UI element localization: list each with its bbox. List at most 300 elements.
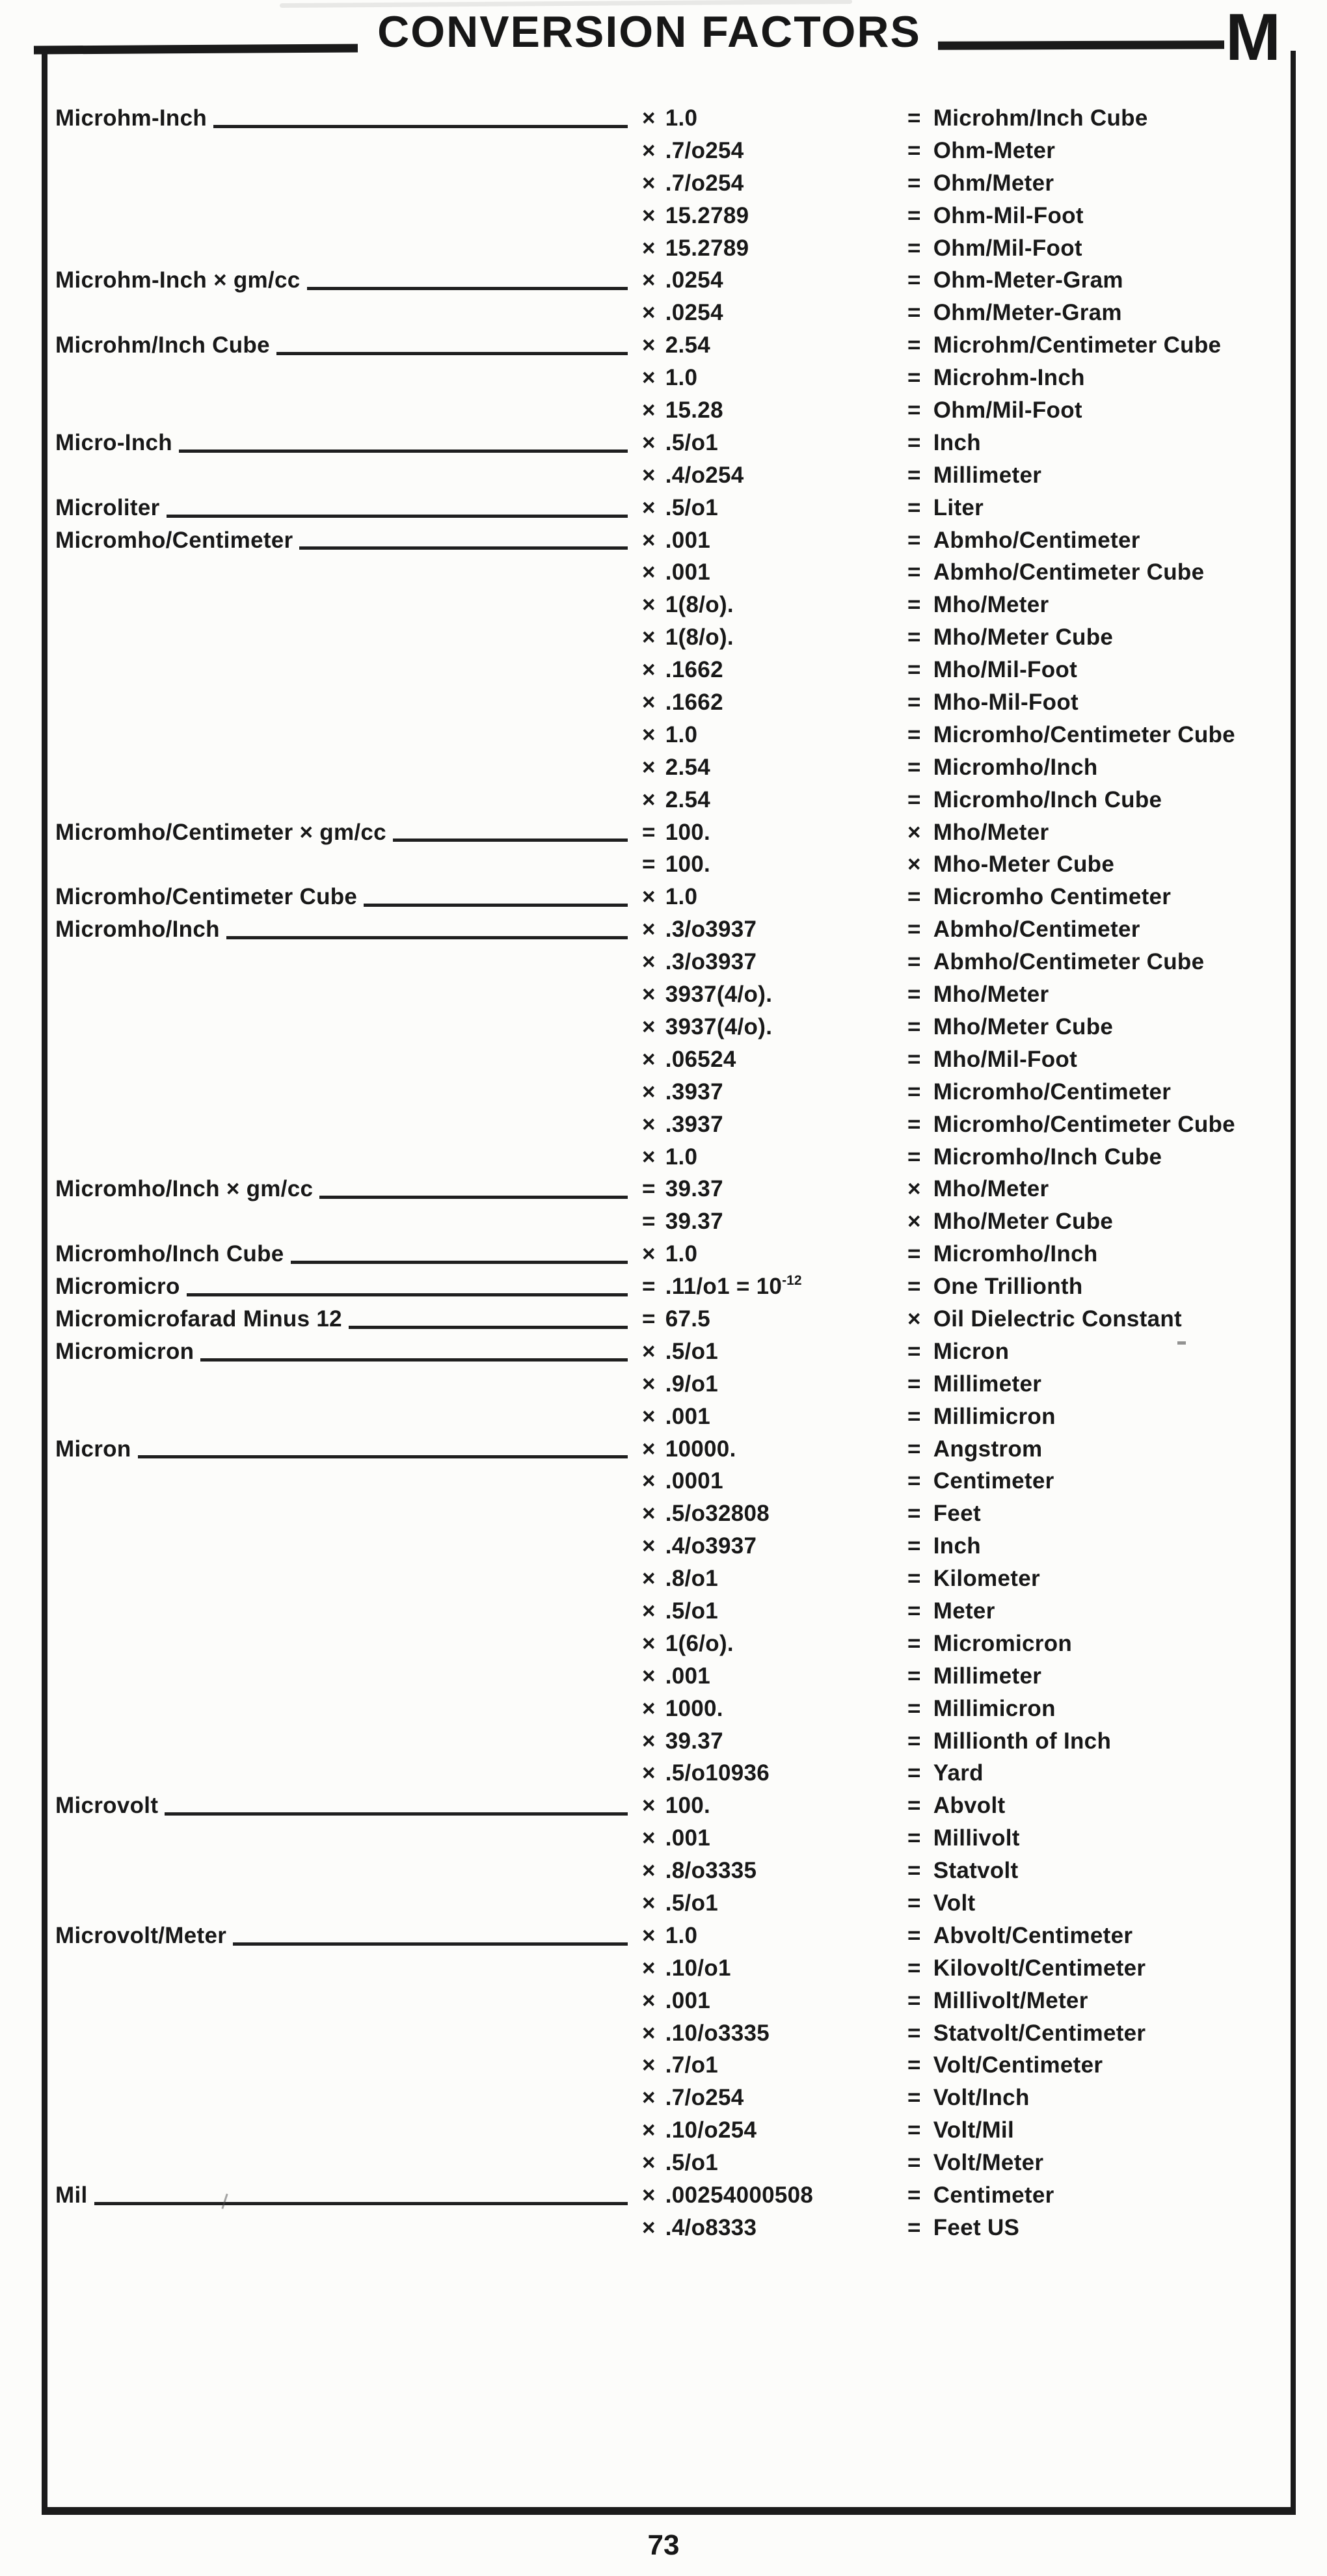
conversion-row (55, 2179, 1281, 2212)
row-result-cell (907, 1043, 1281, 1076)
row-left-cell (55, 264, 642, 297)
row-factor-cell (642, 881, 907, 913)
row-factor-cell (642, 135, 907, 167)
factor-value: 39.37 (665, 1176, 723, 1202)
row-factor-cell (642, 1108, 907, 1141)
factor-operator: × (642, 170, 656, 196)
result-unit: Micromho/Centimeter Cube (933, 1111, 1235, 1137)
row-factor-cell (642, 816, 907, 849)
row-left-cell (55, 1887, 642, 1920)
row-result-cell (907, 2179, 1281, 2212)
row-factor-cell (642, 1303, 907, 1335)
row-left-cell (55, 1011, 642, 1043)
factor-operator: × (642, 1468, 656, 1494)
result-unit: Volt/Meter (933, 2150, 1044, 2176)
row-result-cell (907, 1822, 1281, 1855)
row-result-cell (907, 2114, 1281, 2147)
result-unit: Millivolt (933, 1825, 1020, 1851)
result-unit: Kilometer (933, 1566, 1040, 1592)
row-leader-line (299, 546, 628, 550)
result-operator: = (907, 105, 921, 131)
row-label: Microhm-Inch × gm/cc (55, 267, 301, 293)
row-left-cell (55, 524, 642, 557)
row-factor-cell (642, 2212, 907, 2244)
result-operator: × (907, 1306, 921, 1332)
row-factor-cell (642, 1757, 907, 1790)
row-result-cell (907, 1433, 1281, 1466)
result-operator: = (907, 1695, 921, 1721)
row-result-cell (907, 2212, 1281, 2244)
factor-value: .5/o1 (665, 1890, 719, 1916)
result-operator: = (907, 300, 921, 326)
result-operator: = (907, 1630, 921, 1656)
result-operator: = (907, 1987, 921, 2013)
factor-value: 1.0 (665, 105, 698, 131)
conversion-row (55, 1141, 1281, 1174)
result-operator: = (907, 786, 921, 812)
row-left-cell (55, 751, 642, 784)
factor-value: 1.0 (665, 884, 698, 910)
result-unit: Abvolt (933, 1793, 1006, 1819)
row-left-cell (55, 848, 642, 881)
row-left-cell (55, 1660, 642, 1693)
factor-operator: × (642, 1403, 656, 1429)
conversion-row (55, 1563, 1281, 1595)
row-result-cell (907, 200, 1281, 232)
result-unit: Feet (933, 1501, 981, 1527)
factor-value: .06524 (665, 1046, 736, 1072)
row-left-cell (55, 1952, 642, 1985)
row-left-cell (55, 427, 642, 459)
conversion-row (55, 978, 1281, 1011)
factor-operator: × (642, 1922, 656, 1948)
row-factor-cell (642, 1141, 907, 1174)
factor-value: .5/o1 (665, 1338, 719, 1364)
row-left-cell (55, 1757, 642, 1790)
factor-value: .1662 (665, 657, 723, 683)
result-unit: Ohm/Mil-Foot (933, 235, 1082, 261)
row-result-cell (907, 719, 1281, 751)
result-operator: = (907, 267, 921, 293)
result-operator: = (907, 982, 921, 1008)
row-left-cell (55, 2114, 642, 2147)
result-unit: Micron (933, 1338, 1010, 1364)
row-factor-cell (642, 1920, 907, 1952)
conversion-row (55, 1660, 1281, 1693)
factor-value: .8/o3335 (665, 1858, 757, 1884)
result-unit: Ohm-Meter-Gram (933, 267, 1123, 293)
result-operator: = (907, 397, 921, 423)
row-result-cell (907, 589, 1281, 621)
conversion-row (55, 1076, 1281, 1108)
conversion-row (55, 1920, 1281, 1952)
row-factor-cell (642, 686, 907, 719)
row-leader-line (213, 125, 628, 128)
row-left-cell (55, 654, 642, 686)
conversion-row (55, 264, 1281, 297)
result-operator: = (907, 1533, 921, 1559)
result-operator: = (907, 949, 921, 975)
row-factor-cell (642, 1270, 907, 1303)
result-operator: × (907, 819, 921, 845)
row-factor-cell (642, 102, 907, 135)
result-unit: Volt (933, 1890, 976, 1916)
row-left-cell (55, 1238, 642, 1270)
conversion-row (55, 556, 1281, 589)
result-unit: Mho/Meter Cube (933, 624, 1114, 651)
factor-exponent: -12 (782, 1273, 802, 1289)
factor-value: 1(6/o). (665, 1630, 734, 1656)
factor-value: .3937 (665, 1111, 723, 1137)
conversion-row (55, 1465, 1281, 1497)
factor-operator: × (642, 105, 656, 131)
row-factor-cell (642, 1595, 907, 1628)
conversion-row (55, 1433, 1281, 1466)
row-label: Micro-Inch (55, 429, 172, 455)
result-unit: Microhm/Centimeter Cube (933, 332, 1222, 358)
row-left-cell (55, 1855, 642, 1887)
row-result-cell (907, 1660, 1281, 1693)
result-operator: = (907, 1501, 921, 1527)
row-result-cell (907, 1465, 1281, 1497)
row-left-cell (55, 1725, 642, 1758)
result-unit: Abmho/Centimeter Cube (933, 949, 1205, 975)
factor-value: 100. (665, 852, 711, 878)
factor-operator: × (642, 2117, 656, 2143)
factor-value: .9/o1 (665, 1371, 719, 1397)
factor-operator: × (642, 754, 656, 780)
result-operator: = (907, 559, 921, 585)
result-operator: × (907, 1176, 921, 1202)
conversion-row (55, 2212, 1281, 2244)
factor-value: 10000. (665, 1436, 736, 1462)
row-result-cell (907, 492, 1281, 524)
factor-operator: × (642, 300, 656, 326)
factor-operator: × (642, 624, 656, 651)
row-factor-cell (642, 394, 907, 427)
factor-value: .4/o254 (665, 462, 744, 488)
row-label: Micromicron (55, 1338, 194, 1364)
factor-operator: × (642, 1858, 656, 1884)
row-factor-cell (642, 1465, 907, 1497)
factor-value: 15.2789 (665, 202, 749, 228)
factor-operator: × (642, 1241, 656, 1267)
factor-operator: × (642, 657, 656, 683)
factor-operator: × (642, 1111, 656, 1137)
row-leader-line (179, 449, 628, 453)
factor-value: .001 (665, 527, 711, 553)
result-operator: = (907, 2085, 921, 2111)
factor-value: .001 (665, 1403, 711, 1429)
result-unit: Millimicron (933, 1695, 1056, 1721)
conversion-row (55, 1887, 1281, 1920)
row-leader-line (94, 2202, 628, 2205)
result-unit: Micromicron (933, 1630, 1073, 1656)
result-unit: Angstrom (933, 1436, 1043, 1462)
result-operator: = (907, 202, 921, 228)
result-unit: Millimeter (933, 462, 1042, 488)
factor-operator: × (642, 462, 656, 488)
row-factor-cell (642, 2114, 907, 2147)
row-left-cell (55, 1141, 642, 1174)
row-result-cell (907, 1725, 1281, 1758)
page-title: CONVERSION FACTORS (377, 7, 921, 57)
factor-value: .3/o3937 (665, 949, 757, 975)
factor-value: 1.0 (665, 721, 698, 747)
row-factor-cell (642, 556, 907, 589)
row-result-cell (907, 264, 1281, 297)
factor-operator: × (642, 786, 656, 812)
row-factor-cell (642, 751, 907, 784)
result-unit: Micromho Centimeter (933, 884, 1172, 910)
factor-operator: × (642, 1046, 656, 1072)
result-unit: Kilovolt/Centimeter (933, 1955, 1146, 1981)
conversion-row (55, 751, 1281, 784)
result-operator: = (907, 1922, 921, 1948)
factor-value: 2.54 (665, 786, 711, 812)
row-result-cell (907, 1855, 1281, 1887)
factor-operator: × (642, 1338, 656, 1364)
row-left-cell (55, 1693, 642, 1725)
factor-value: 3937(4/o). (665, 1013, 773, 1040)
conversion-row (55, 1855, 1281, 1887)
conversion-row (55, 719, 1281, 751)
row-label: Mil (55, 2182, 88, 2208)
row-result-cell (907, 2017, 1281, 2050)
result-unit: Micromho/Inch Cube (933, 786, 1162, 812)
row-left-cell (55, 1401, 642, 1433)
factor-operator: × (642, 1566, 656, 1592)
row-leader-line (200, 1358, 628, 1362)
factor-operator: × (642, 1436, 656, 1462)
row-factor-cell (642, 1887, 907, 1920)
factor-operator: × (642, 235, 656, 261)
result-unit: Centimeter (933, 2182, 1054, 2208)
factor-value: .8/o1 (665, 1566, 719, 1592)
factor-value: .10/o3335 (665, 2020, 770, 2046)
factor-operator: = (642, 1306, 656, 1332)
result-operator: = (907, 1403, 921, 1429)
row-label: Microvolt/Meter (55, 1922, 227, 1948)
result-operator: = (907, 754, 921, 780)
result-operator: = (907, 527, 921, 553)
factor-value: 67.5 (665, 1306, 711, 1332)
conversion-row (55, 2114, 1281, 2147)
factor-value: 1000. (665, 1695, 723, 1721)
conversion-row (55, 1628, 1281, 1660)
row-result-cell (907, 784, 1281, 816)
factor-operator: × (642, 1955, 656, 1981)
row-result-cell (907, 1238, 1281, 1270)
factor-value: 15.2789 (665, 235, 749, 261)
factor-value: 2.54 (665, 332, 711, 358)
row-left-cell (55, 1433, 642, 1466)
factor-operator: × (642, 527, 656, 553)
row-factor-cell (642, 2179, 907, 2212)
row-left-cell (55, 2082, 642, 2114)
row-factor-cell (642, 2049, 907, 2082)
factor-operator: × (642, 1695, 656, 1721)
conversion-row (55, 297, 1281, 329)
conversion-row (55, 1693, 1281, 1725)
title-rule-right (938, 40, 1224, 50)
row-result-cell (907, 1205, 1281, 1238)
factor-value: .5/o1 (665, 429, 719, 455)
row-factor-cell (642, 1205, 907, 1238)
result-operator: = (907, 917, 921, 943)
conversion-row (55, 1725, 1281, 1758)
row-result-cell (907, 1076, 1281, 1108)
conversion-row (55, 427, 1281, 459)
factor-value: .00254000508 (665, 2182, 814, 2208)
factor-operator: × (642, 1144, 656, 1170)
result-unit: Ohm/Meter-Gram (933, 300, 1122, 326)
result-unit: Mho/Meter (933, 592, 1049, 618)
factor-value: .3937 (665, 1079, 723, 1105)
conversion-row (55, 1822, 1281, 1855)
factor-operator: × (642, 1663, 656, 1689)
conversion-row (55, 1790, 1281, 1822)
factor-operator: × (642, 559, 656, 585)
result-unit: Volt/Centimeter (933, 2052, 1103, 2078)
row-factor-cell (642, 589, 907, 621)
conversion-row (55, 492, 1281, 524)
factor-operator: × (642, 1630, 656, 1656)
row-result-cell (907, 167, 1281, 200)
result-unit: Microhm-Inch (933, 365, 1085, 391)
factor-operator: × (642, 917, 656, 943)
row-result-cell (907, 394, 1281, 427)
row-left-cell (55, 2212, 642, 2244)
row-factor-cell (642, 264, 907, 297)
conversion-row (55, 816, 1281, 849)
conversion-row (55, 1595, 1281, 1628)
row-factor-cell (642, 2017, 907, 2050)
row-left-cell (55, 946, 642, 978)
factor-value: .7/o254 (665, 137, 744, 163)
result-operator: = (907, 624, 921, 651)
factor-operator: × (642, 690, 656, 716)
row-left-cell (55, 816, 642, 849)
result-operator: = (907, 884, 921, 910)
row-result-cell (907, 1628, 1281, 1660)
result-unit: Meter (933, 1598, 995, 1624)
row-left-cell (55, 135, 642, 167)
result-operator: = (907, 592, 921, 618)
conversion-row (55, 135, 1281, 167)
factor-value: 39.37 (665, 1728, 723, 1754)
result-operator: = (907, 429, 921, 455)
result-operator: = (907, 1468, 921, 1494)
row-leader-line (393, 839, 628, 842)
result-unit: Abvolt/Centimeter (933, 1922, 1133, 1948)
row-factor-cell (642, 1660, 907, 1693)
factor-value: .5/o32808 (665, 1501, 770, 1527)
row-factor-cell (642, 1530, 907, 1563)
factor-value: 100. (665, 819, 711, 845)
result-operator: = (907, 1663, 921, 1689)
factor-operator: × (642, 2214, 656, 2240)
conversion-row (55, 589, 1281, 621)
factor-operator: × (642, 1728, 656, 1754)
conversion-row (55, 1238, 1281, 1270)
result-unit: Micromho/Centimeter Cube (933, 721, 1235, 747)
row-result-cell (907, 1952, 1281, 1985)
row-factor-cell (642, 1335, 907, 1368)
row-result-cell (907, 135, 1281, 167)
factor-value: .7/o254 (665, 170, 744, 196)
conversion-row (55, 524, 1281, 557)
row-factor-cell (642, 1563, 907, 1595)
result-unit: Mho-Meter Cube (933, 852, 1115, 878)
conversion-row (55, 621, 1281, 654)
factor-value: .001 (665, 1987, 711, 2013)
row-factor-cell (642, 329, 907, 362)
result-unit: Ohm-Meter (933, 137, 1056, 163)
row-factor-cell (642, 946, 907, 978)
row-label: Micromho/Inch Cube (55, 1241, 284, 1267)
result-operator: = (907, 2052, 921, 2078)
result-unit: Ohm-Mil-Foot (933, 202, 1084, 228)
row-factor-cell (642, 2147, 907, 2179)
result-unit: Ohm/Mil-Foot (933, 397, 1082, 423)
row-leader-line (233, 1942, 628, 1946)
result-unit: Millivolt/Meter (933, 1987, 1088, 2013)
factor-value: .001 (665, 1663, 711, 1689)
row-leader-line (291, 1261, 628, 1264)
result-operator: = (907, 1728, 921, 1754)
row-factor-cell (642, 427, 907, 459)
result-operator: = (907, 332, 921, 358)
row-result-cell (907, 1173, 1281, 1205)
row-leader-line (307, 287, 628, 290)
row-left-cell (55, 913, 642, 946)
factor-operator: × (642, 2085, 656, 2111)
row-result-cell (907, 881, 1281, 913)
result-unit: Feet US (933, 2214, 1020, 2240)
row-left-cell (55, 1173, 642, 1205)
row-result-cell (907, 1108, 1281, 1141)
row-left-cell (55, 1595, 642, 1628)
conversion-row (55, 848, 1281, 881)
result-operator: = (907, 235, 921, 261)
result-operator: = (907, 2214, 921, 2240)
result-operator: = (907, 1371, 921, 1397)
result-unit: Micromho/Inch Cube (933, 1144, 1162, 1170)
row-label: Micromho/Centimeter × gm/cc (55, 819, 386, 845)
factor-operator: × (642, 332, 656, 358)
conversion-row (55, 1173, 1281, 1205)
result-unit: Microhm/Inch Cube (933, 105, 1148, 131)
conversion-row (55, 1497, 1281, 1530)
row-result-cell (907, 751, 1281, 784)
factor-value: 1.0 (665, 1144, 698, 1170)
row-factor-cell (642, 1238, 907, 1270)
row-factor-cell (642, 1497, 907, 1530)
row-leader-line (167, 515, 628, 518)
row-leader-line (187, 1293, 628, 1296)
factor-operator: × (642, 1533, 656, 1559)
conversion-row (55, 459, 1281, 492)
row-result-cell (907, 1530, 1281, 1563)
row-label: Micromho/Inch × gm/cc (55, 1176, 314, 1202)
result-unit: Liter (933, 494, 984, 520)
conversion-table (55, 102, 1281, 2244)
row-result-cell (907, 1011, 1281, 1043)
row-leader-line (276, 352, 628, 355)
result-unit: Millionth of Inch (933, 1728, 1112, 1754)
result-operator: = (907, 690, 921, 716)
